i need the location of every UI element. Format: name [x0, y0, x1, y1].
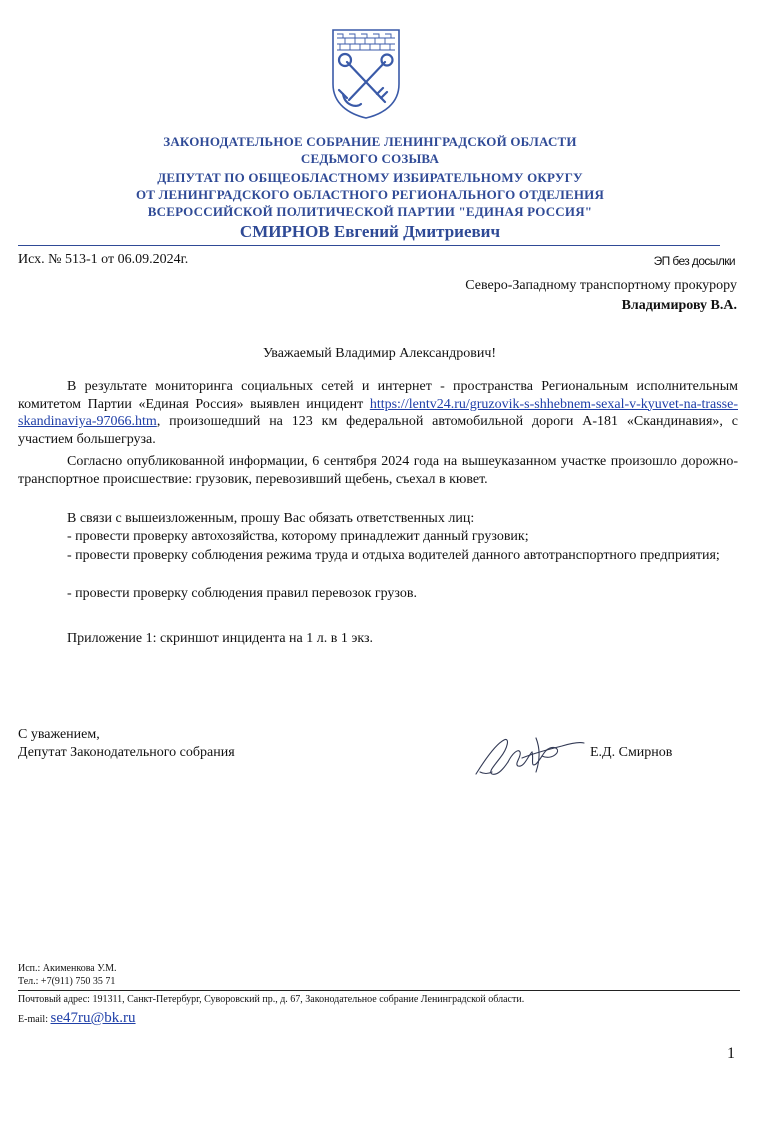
paragraph-1: [18, 378, 738, 448]
request-item-1: - провести проверку автохозяйства, которому принадлежит данный грузовик;: [67, 529, 529, 544]
signer-name: Е.Д. Смирнов: [590, 745, 673, 760]
addressee-line-2: Владимирову В.А.: [621, 298, 737, 313]
outgoing-reference: Исх. № 513-1 от 06.09.2024г.: [18, 252, 189, 267]
org-title-line-1: ЗАКОНОДАТЕЛЬНОЕ СОБРАНИЕ ЛЕНИНГРАДСКОЙ ОБЛАСТИ: [163, 134, 577, 149]
paragraph-2: Согласно опубликованной информации, 6 сентября 2024 года на вышеуказанном участке произошло дорожно-транспортное происшествие: грузовик, перевозивший щебень, съехал в кювет.: [18, 454, 738, 487]
request-item-3: - провести проверку соблюдения правил перевозок грузов.: [67, 586, 417, 601]
email-label: E-mail:: [18, 1014, 51, 1025]
addressee-line-1: Северо-Западному транспортному прокурору: [465, 278, 737, 293]
closing-phrase: С уважением,: [18, 727, 100, 742]
postal-address-label: Почтовый адрес:: [18, 994, 90, 1005]
paragraph-1-text-end: , произошедший на 123 км федеральной автомобильной дороги А-181 «Скандинавия», с участием большегруза.: [18, 414, 738, 447]
org-title-line-3: ДЕПУТАТ ПО ОБЩЕОБЛАСТНОМУ ИЗБИРАТЕЛЬНОМУ ОКРУГУ: [157, 170, 583, 185]
attachment-note: Приложение 1: скриншот инцидента на 1 л. в 1 экз.: [67, 631, 374, 646]
incident-link[interactable]: https://lentv24.ru/gruzovik-s-shhebnem-sexal-v-kyuvet-na-trasse-skandinaviya-97066.htm: [18, 396, 738, 429]
request-intro: В связи с вышеизложенным, прошу Вас обязать ответственных лиц:: [67, 511, 475, 526]
footer-divider: [18, 990, 740, 991]
org-title-line-2: СЕДЬМОГО СОЗЫВА: [300, 151, 440, 166]
page-number: 1: [727, 1045, 735, 1062]
postal-address-value: 191311, Санкт-Петербург, Суворовский пр., д. 67, Законодательное собрание Ленинградской области.: [89, 994, 525, 1005]
handwritten-signature-icon: [470, 728, 588, 780]
executor-phone: Тел.: +7(911) 750 35 71: [18, 976, 116, 987]
deputy-name-heading: СМИРНОВ Евгений Дмитриевич: [239, 222, 501, 241]
postal-address: [18, 994, 524, 1005]
signer-position: Депутат Законодательного собрания: [18, 745, 235, 760]
header-divider: [18, 245, 720, 246]
org-title-line-4: ОТ ЛЕНИНГРАДСКОГО ОБЛАСТНОГО РЕГИОНАЛЬНОГО ОТДЕЛЕНИЯ: [135, 187, 605, 202]
email-link[interactable]: se47ru@bk.ru: [50, 1010, 136, 1026]
salutation: Уважаемый Владимир Александрович!: [262, 346, 497, 361]
executor-info: Исп.: Акименкова У.М.: [18, 963, 117, 974]
coat-of-arms-icon: [331, 28, 401, 120]
email-row: [18, 1009, 136, 1027]
paragraph-1-text-start: В результате мониторинга социальных сетей и интернет - пространства Региональным исполнительным комитетом Партии «Единая Россия» выявлен инцидент: [18, 379, 738, 412]
delivery-note: ЭП без досылки: [653, 254, 735, 268]
org-title-line-5: ВСЕРОССИЙСКОЙ ПОЛИТИЧЕСКОЙ ПАРТИИ "ЕДИНАЯ РОССИЯ": [147, 204, 593, 219]
request-item-2: - провести проверку соблюдения режима труда и отдыха водителей данного автотранспортного предприятия;: [67, 548, 720, 563]
